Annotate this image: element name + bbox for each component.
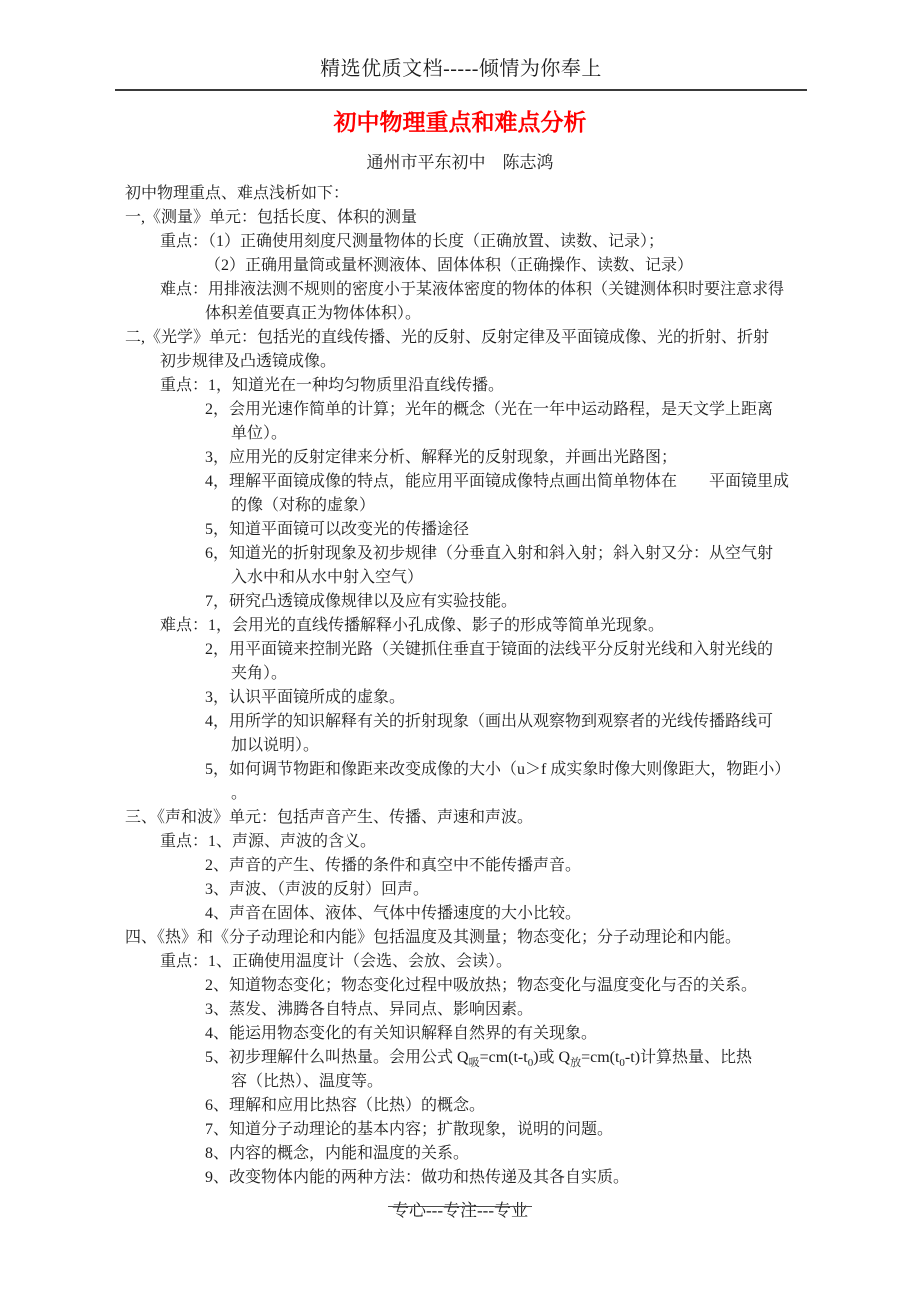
author-line: 通州市平东初中 陈志鸿 (366, 153, 554, 172)
text-line: 6，知道光的折射现象及初步规律（分垂直入射和斜入射；斜入射又分：从空气射 (205, 545, 774, 562)
text-line: 2、声音的产生、传播的条件和真空中不能传播声音。 (205, 857, 582, 874)
text-line: 4、能运用物态变化的有关知识解释自然界的有关现象。 (205, 1025, 598, 1042)
document-footer (0, 1196, 920, 1221)
text-line: 5，如何调节物距和像距来改变成像的大小（u＞f 成实象时像大则像距大，物距小） (205, 761, 791, 778)
text-line: 7，研究凸透镜成像规律以及应有实验技能。 (205, 593, 518, 610)
text-line: 4，用所学的知识解释有关的折射现象（画出从观察物到观察者的光线传播路线可 (205, 713, 774, 730)
text-line: 2、知道物态变化；物态变化过程中吸放热；物态变化与温度变化与否的关系。 (205, 977, 758, 994)
text-line: 3、声波、（声波的反射）回声。 (205, 881, 430, 898)
text-line: 7、知道分子动理论的基本内容；扩散现象，说明的问题。 (205, 1121, 614, 1138)
text-line: 5、初步理解什么叫热量。会用公式 $Q_吸=cm(t-t_0)$或 $Q_放=cm(t_0-t)$计算热量、比热 (205, 1049, 753, 1070)
text-line: 容（比热）、温度等。 (231, 1073, 384, 1090)
text-line: 4，理解平面镜成像的特点，能应用平面镜成像特点画出简单物体在 平面镜里成 (205, 473, 790, 490)
text-line: 难点：1，会用光的直线传播解释小孔成像、影子的形成等简单光现象。 (160, 617, 665, 634)
text-line: 6、理解和应用比热容（比热）的概念。 (205, 1097, 486, 1114)
text-line: 8、内容的概念，内能和温度的关系。 (205, 1145, 470, 1162)
document-body (125, 182, 820, 1190)
text-line: 难点：用排液法测不规则的密度小于某液体密度的物体的体积（关键测体积时要注意求得 (160, 281, 785, 298)
text-line: 3，认识平面镜所成的虚象。 (205, 689, 406, 706)
text-line: 入水中和从水中射入空气） (231, 569, 424, 586)
text-line: 三、《声和波》单元：包括声音产生、传播、声速和声波。 (125, 809, 534, 826)
text-line: 初步规律及凸透镜成像。 (160, 353, 337, 370)
intro-line: 初中物理重点、难点浅析如下： (125, 185, 350, 202)
text-line: 3，应用光的反射定律来分析、解释光的反射现象，并画出光路图； (205, 449, 678, 466)
text-line: 重点：1、声源、声波的含义。 (160, 833, 377, 850)
footer-text: 专心---专注---专业 (390, 1196, 530, 1221)
header-divider-line (115, 89, 807, 91)
text-line: 一,《测量》单元：包括长度、体积的测量 (125, 209, 418, 226)
text-line: 5，知道平面镜可以改变光的传播途径 (205, 521, 470, 538)
text-line: 2，用平面镜来控制光路（关键抓住垂直于镜面的法线平分反射光线和入射光线的 (205, 641, 774, 658)
text-line: 四、《热》和《分子动理论和内能》包括温度及其测量；物态变化；分子动理论和内能。 (125, 929, 742, 946)
body-lines (125, 206, 820, 1190)
text-line: 重点：（1）正确使用刻度尺测量物体的长度（正确放置、读数、记录）； (160, 233, 665, 250)
text-line: 的像（对称的虚象） (231, 497, 376, 514)
text-line: （2）正确用量筒或量杯测液体、固体体积（正确操作、读数、记录） (205, 257, 694, 274)
text-line: 加以说明）。 (231, 737, 320, 754)
text-line: 夹角）。 (231, 665, 288, 682)
text-line: 单位）。 (231, 425, 288, 442)
document-header-text: 精选优质文档-----倾情为你奉上 (320, 58, 602, 80)
text-line: 。 (231, 785, 248, 802)
text-line: 二,《光学》单元：包括光的直线传播、光的反射、反射定律及平面镜成像、光的折射、折射 (125, 329, 770, 346)
text-line: 4、声音在固体、液体、气体中传播速度的大小比较。 (205, 905, 582, 922)
text-line: 2，会用光速作简单的计算；光年的概念（光在一年中运动路程，是天文学上距离 (205, 401, 774, 418)
text-line: 9、改变物体内能的两种方法：做功和热传递及其各自实质。 (205, 1169, 630, 1186)
text-line: 3、蒸发、沸腾各自特点、异同点、影响因素。 (205, 1001, 534, 1018)
text-line: 重点：1，知道光在一种均匀物质里沿直线传播。 (160, 377, 505, 394)
text-line: 重点：1、正确使用温度计（会选、会放、会读）。 (160, 953, 513, 970)
document-title: 初中物理重点和难点分析 (333, 110, 587, 135)
text-line: 体积差值要真正为物体体积）。 (205, 305, 422, 322)
